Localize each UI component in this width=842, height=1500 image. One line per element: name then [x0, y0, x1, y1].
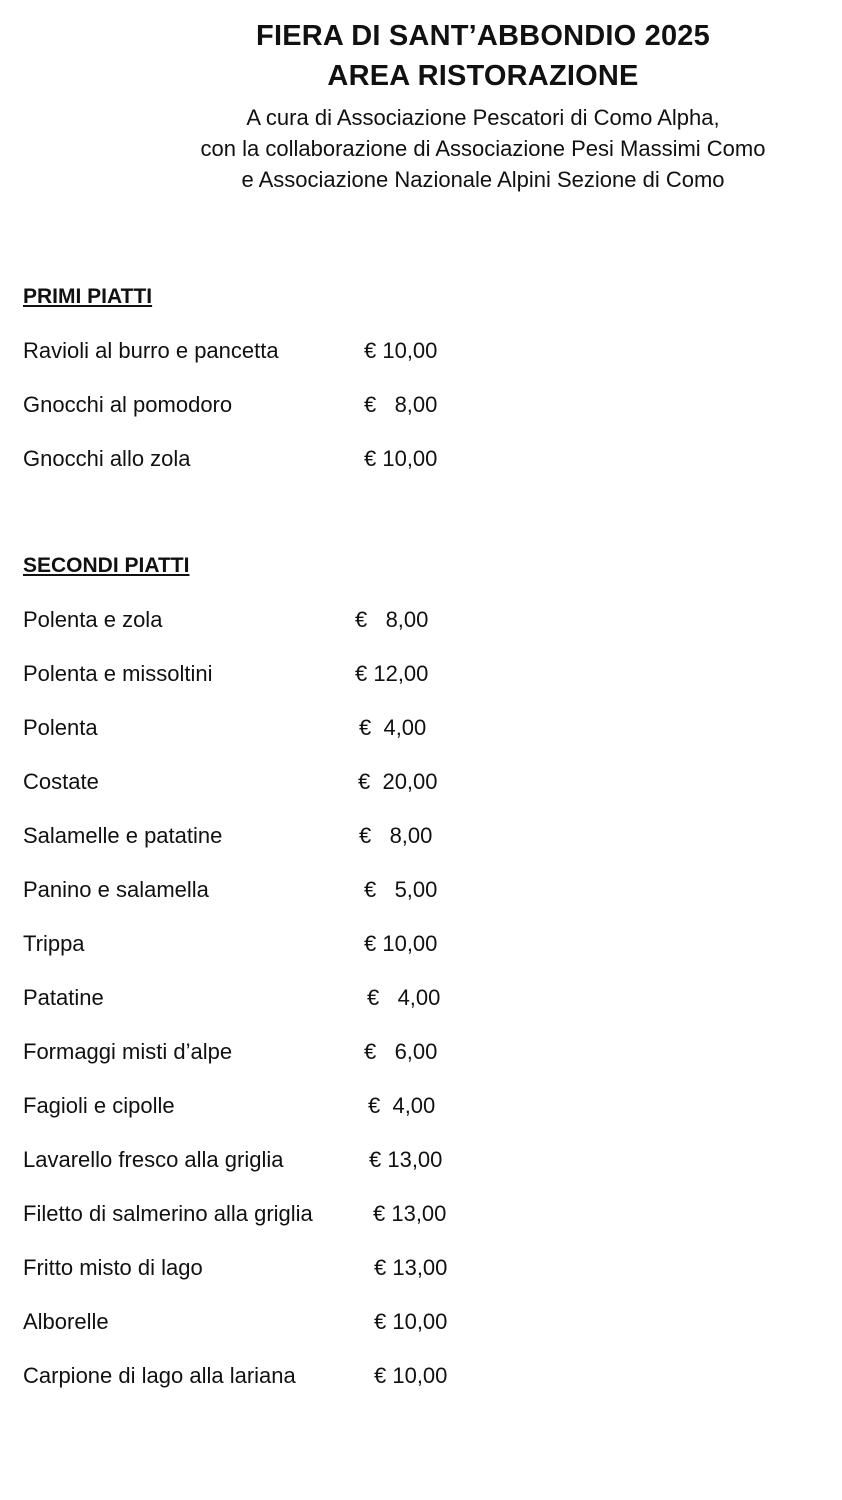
menu-item-price: € 6,00: [364, 1039, 438, 1064]
menu-item-price: € 20,00: [358, 769, 438, 794]
menu-item: [23, 1145, 803, 1175]
menu-item: [23, 1199, 803, 1229]
menu-item: [23, 605, 803, 635]
menu-item: [23, 929, 803, 959]
menu-item-name: Polenta e missoltini: [23, 661, 213, 686]
section-primi-piatti: [23, 283, 803, 471]
menu-item-price: € 4,00: [368, 1093, 436, 1118]
menu-item-name: Panino e salamella: [23, 877, 209, 902]
menu-item-price: € 13,00: [374, 1255, 448, 1280]
menu-item: [23, 444, 803, 474]
menu-item-price: € 4,00: [367, 985, 441, 1010]
page-title: FIERA DI SANT’ABBONDIO 2025: [256, 20, 710, 52]
menu-item: [23, 821, 803, 851]
menu-item-price: € 5,00: [364, 877, 438, 902]
section-secondi-piatti: [23, 552, 803, 1388]
menu-item-name: Fritto misto di lago: [23, 1255, 203, 1280]
menu-item-price: € 10,00: [364, 338, 438, 363]
section-title-primi: PRIMI PIATTI: [23, 285, 153, 308]
menu-item-price: € 10,00: [364, 446, 438, 471]
menu-item-price: € 13,00: [373, 1201, 447, 1226]
menu-item: [23, 1091, 803, 1121]
menu-header: [0, 16, 842, 195]
menu-item: [23, 390, 803, 420]
menu-item: [23, 983, 803, 1013]
menu-item-price: € 4,00: [359, 715, 427, 740]
organizers-line-1: A cura di Associazione Pescatori di Como Alpha,: [246, 105, 720, 130]
menu-item-price: € 10,00: [374, 1363, 448, 1388]
organizers-block: [0, 102, 842, 195]
page-subtitle-area: AREA RISTORAZIONE: [327, 60, 639, 92]
menu-item-name: Polenta: [23, 715, 98, 740]
menu-item-name: Ravioli al burro e pancetta: [23, 338, 279, 363]
menu-item-price: € 8,00: [359, 823, 433, 848]
menu-item: [23, 713, 803, 743]
menu-item-price: € 8,00: [355, 607, 429, 632]
menu-item: [23, 767, 803, 797]
menu-item-name: Trippa: [23, 931, 85, 956]
menu-item-name: Carpione di lago alla lariana: [23, 1363, 296, 1388]
menu-item-name: Gnocchi allo zola: [23, 446, 191, 471]
menu-item-name: Lavarello fresco alla griglia: [23, 1147, 284, 1172]
menu-item: [23, 1307, 803, 1337]
menu-item: [23, 336, 803, 366]
menu-item-price: € 8,00: [364, 392, 438, 417]
menu-item: [23, 875, 803, 905]
menu-item-name: Filetto di salmerino alla griglia: [23, 1201, 313, 1226]
menu-item-price: € 10,00: [374, 1309, 448, 1334]
menu-item-name: Formaggi misti d’alpe: [23, 1039, 233, 1064]
menu-item-name: Costate: [23, 769, 99, 794]
menu-item: [23, 1037, 803, 1067]
section-title-secondi: SECONDI PIATTI: [23, 554, 190, 577]
menu-item: [23, 659, 803, 689]
organizers-line-3: e Associazione Nazionale Alpini Sezione di Como: [241, 167, 725, 192]
menu-item-name: Gnocchi al pomodoro: [23, 392, 233, 417]
menu-item: [23, 1361, 803, 1391]
menu-item: [23, 1253, 803, 1283]
menu-item-name: Patatine: [23, 985, 104, 1010]
menu-item-name: Alborelle: [23, 1309, 109, 1334]
menu-item-name: Salamelle e patatine: [23, 823, 223, 848]
organizers-line-2: con la collaborazione di Associazione Pesi Massimi Como: [200, 136, 766, 161]
menu-item-price: € 10,00: [364, 931, 438, 956]
menu-item-price: € 12,00: [355, 661, 429, 686]
menu-item-price: € 13,00: [369, 1147, 443, 1172]
menu-item-name: Fagioli e cipolle: [23, 1093, 175, 1118]
menu-item-name: Polenta e zola: [23, 607, 163, 632]
